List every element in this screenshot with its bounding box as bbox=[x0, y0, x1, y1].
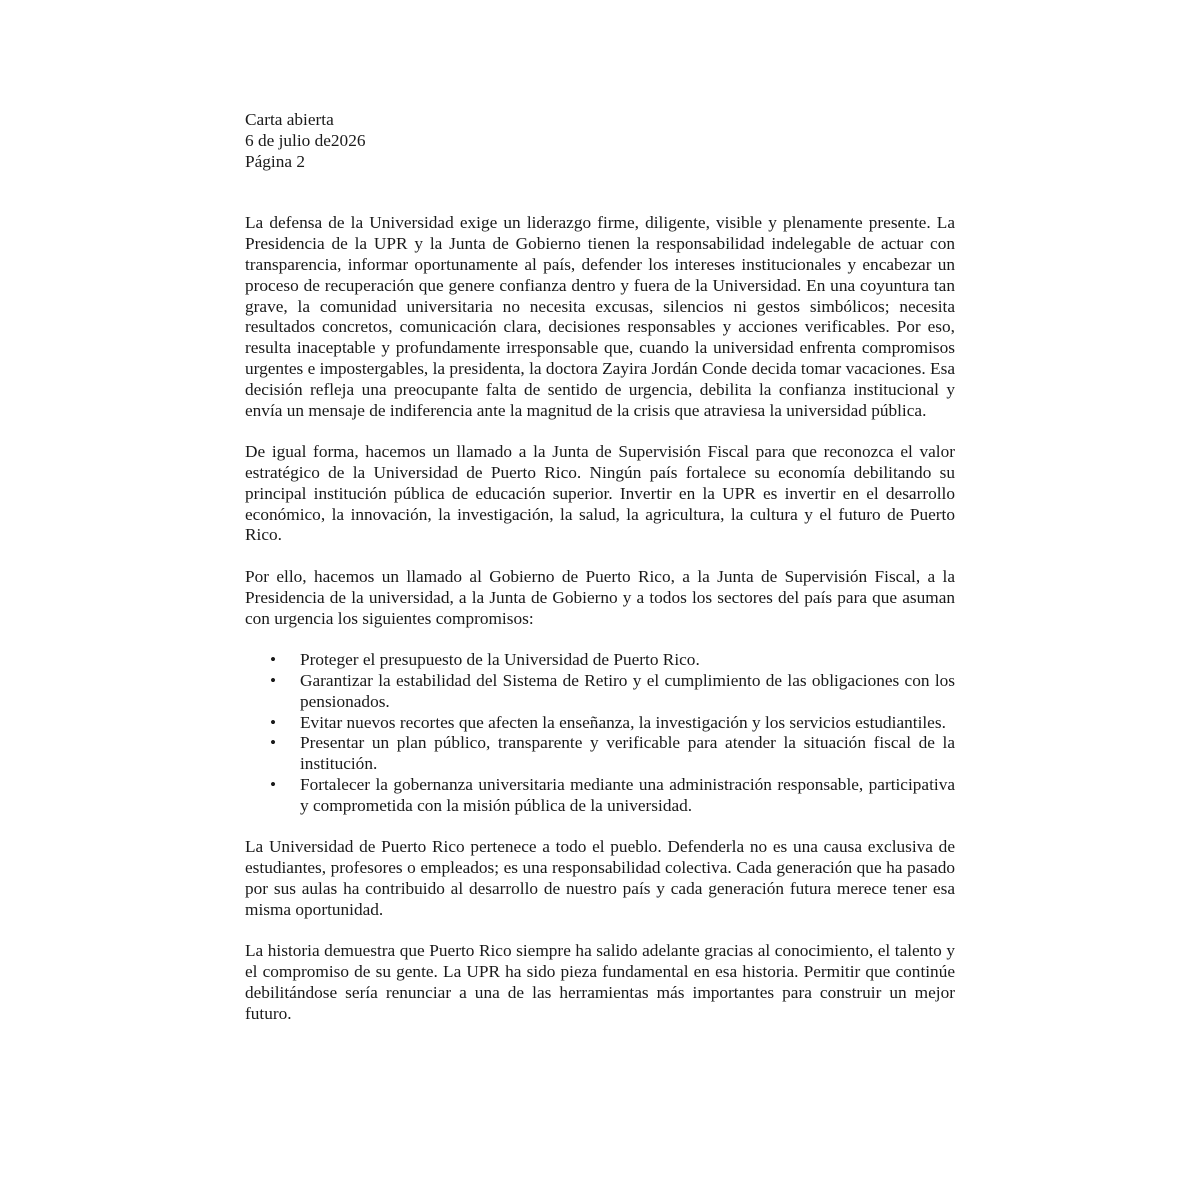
list-item-text: Fortalecer la gobernanza universitaria mediante una administración responsable, participativa y comprometida con la misión pública de la universidad. bbox=[300, 774, 955, 815]
letter-header bbox=[245, 110, 955, 172]
list-item-text: Garantizar la estabilidad del Sistema de Retiro y el cumplimiento de las obligaciones con los pensionados. bbox=[300, 670, 955, 711]
bullet-icon: • bbox=[270, 650, 277, 670]
list-item bbox=[245, 671, 955, 713]
list-item bbox=[245, 713, 955, 734]
letter-date: 6 de julio de2026 bbox=[245, 130, 366, 150]
paragraph-fiscal-board: De igual forma, hacemos un llamado a la Junta de Supervisión Fiscal para que reconozca el valor estratégico de la Universidad de Puerto Rico. Ningún país fortalece su economía debilitando su principal institución pública de educación superior. Invertir en la UPR es invertir en el desarrollo económico, la innovación, la investigación, la salud, la agricultura, la cultura y el futuro de Puerto Rico. bbox=[245, 442, 955, 545]
bullet-icon: • bbox=[270, 712, 277, 732]
page-number: Página 2 bbox=[245, 151, 305, 171]
paragraph-university-belongs: La Universidad de Puerto Rico pertenece a todo el pueblo. Defenderla no es una causa exclusiva de estudiantes, profesores o empleados; es una responsabilidad colectiva. Cada generación que ha pasado por sus aulas ha contribuido al desarrollo de nuestro país y cada generación futura merece tener esa misma oportunidad. bbox=[245, 837, 955, 919]
letter-title: Carta abierta bbox=[245, 110, 334, 129]
list-item bbox=[245, 775, 955, 817]
list-item-text: Proteger el presupuesto de la Universidad de Puerto Rico. bbox=[300, 650, 700, 670]
paragraph-history: La historia demuestra que Puerto Rico siempre ha salido adelante gracias al conocimiento, el talento y el compromiso de su gente. La UPR ha sido pieza fundamental en esa historia. Permitir que continúe debilitándose sería renunciar a una de las herramientas más importantes para construir un mejor futuro. bbox=[245, 941, 955, 1023]
list-item-text: Presentar un plan público, transparente y verificable para atender la situación fiscal de la institución. bbox=[300, 733, 955, 774]
letter-page bbox=[245, 110, 955, 1045]
paragraph-leadership: La defensa de la Universidad exige un liderazgo firme, diligente, visible y plenamente presente. La Presidencia de la UPR y la Junta de Gobierno tienen la responsabilidad indelegable de actuar con transparencia, informar oportunamente al país, defender los intereses institucionales y encabezar un proceso de recuperación que genere confianza dentro y fuera de la Universidad. En una coyuntura tan grave, la comunidad universitaria no necesita excusas, silencios ni gestos simbólicos; necesita resultados concretos, comunicación clara, decisiones responsables y acciones verificables. Por eso, resulta inaceptable y profundamente irresponsable que, cuando la universidad enfrenta compromisos urgentes e impostergables, la presidenta, la doctora Zayira Jordán Conde decida tomar vacaciones. Esa decisión refleja una preocupante falta de sentido de urgencia, debilita la confianza institucional y envía un mensaje de indiferencia ante la magnitud de la crisis que atraviesa la universidad pública. bbox=[245, 213, 955, 420]
list-item bbox=[245, 650, 955, 671]
commitments-list bbox=[245, 650, 955, 816]
bullet-icon: • bbox=[270, 774, 277, 794]
paragraph-call-to-action: Por ello, hacemos un llamado al Gobierno de Puerto Rico, a la Junta de Supervisión Fiscal, a la Presidencia de la universidad, a la Junta de Gobierno y a todos los sectores del país para que asuman con urgencia los siguientes compromisos: bbox=[245, 566, 955, 628]
bullet-icon: • bbox=[270, 670, 277, 690]
bullet-icon: • bbox=[270, 733, 277, 753]
list-item bbox=[245, 733, 955, 775]
list-item-text: Evitar nuevos recortes que afecten la enseñanza, la investigación y los servicios estudiantiles. bbox=[300, 712, 946, 732]
